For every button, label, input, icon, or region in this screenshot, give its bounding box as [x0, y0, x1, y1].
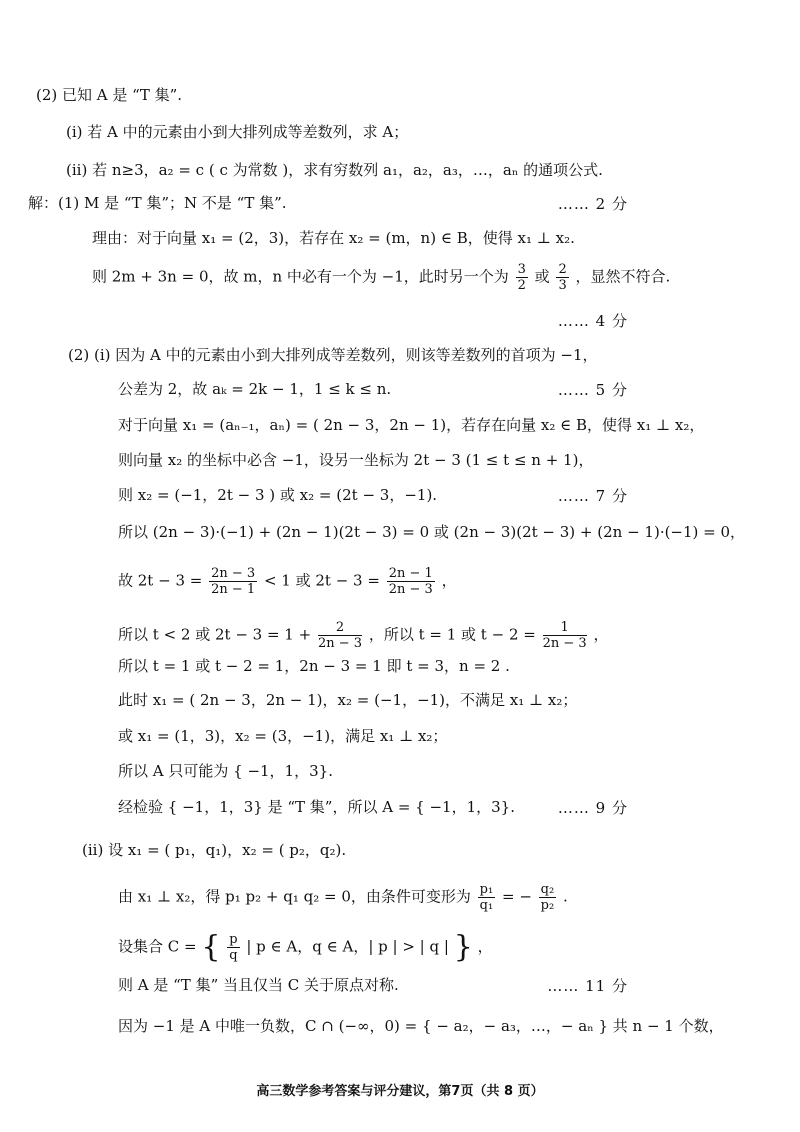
- reason-text-b: 或: [534, 267, 550, 286]
- fraction-3-2: [516, 262, 528, 293]
- negative-number-line: 因为 −1 是 A 中唯一负数，C ∩ (−∞，0) = { − a₂，− a₃，…，− aₙ } 共 n − 1 个数，: [118, 1017, 724, 1035]
- perp-text-b: = −: [501, 887, 532, 906]
- fraction-p-q: [227, 932, 239, 963]
- vector-line: 对于向量 x₁ = (aₙ₋₁，aₙ) = ( 2n − 3，2n − 1)，若存在向量 x₂ ∈ B，使得 x₁ ⊥ x₂，: [118, 416, 705, 434]
- reason-conclusion: [92, 262, 670, 293]
- fraction-denominator: q: [229, 948, 238, 963]
- reason-text-c: ，显然不符合.: [575, 267, 671, 286]
- fraction-numerator: 2: [558, 262, 567, 277]
- t-text-c: ，: [593, 625, 609, 644]
- t-condition-line: [118, 620, 608, 651]
- fraction-t-1: [318, 620, 362, 651]
- set-text-a: 设集合 C =: [118, 937, 197, 956]
- fraction-denominator: 2n − 3: [388, 582, 433, 597]
- reason-line: 理由：对于向量 x₁ = (2，3)，若存在 x₂ = (m，n) ∈ B，使得 x₁ ⊥ x₂.: [92, 229, 575, 247]
- set-text-b: | p ∈ A，q ∈ A，| p | > | q |: [246, 937, 449, 956]
- left-brace: {: [201, 929, 221, 965]
- fraction-t-2: [543, 620, 587, 651]
- score-4: …… 4 分: [557, 312, 628, 330]
- eq-text-b: < 1 或 2t − 3 =: [263, 571, 380, 590]
- score-7: …… 7 分: [557, 487, 628, 505]
- solution-part-2-i: (2) (i) 因为 A 中的元素由小到大排列成等差数列，则该等差数列的首项为 −1，: [68, 346, 598, 364]
- fraction-denominator: 2n − 3: [317, 636, 363, 651]
- fraction-equation-line: [118, 566, 457, 597]
- reason-text-a: 则 2m + 3n = 0，故 m，n 中必有一个为 −1，此时另一个为: [92, 267, 509, 286]
- solution-part-2-ii: (ii) 设 x₁ = ( p₁，q₁)，x₂ = ( p₂，q₂).: [82, 841, 347, 859]
- fraction-numerator: 2n − 1: [388, 566, 433, 581]
- fraction-numerator: q₂: [540, 882, 555, 897]
- fraction-numerator: 3: [517, 262, 526, 277]
- possible-a-line: 所以 A 只可能为 { −1，1，3}.: [118, 762, 333, 780]
- perpendicular-line: [118, 882, 568, 913]
- symmetry-condition: 则 A 是 “T 集” 当且仅当 C 关于原点对称.: [118, 976, 399, 994]
- fraction-numerator: 1: [543, 620, 587, 636]
- common-difference-line: 公差为 2，故 aₖ = 2k − 1，1 ≤ k ≤ n.: [118, 380, 392, 398]
- fraction-numerator: 2n − 3: [211, 566, 256, 581]
- fraction-denominator: p₂: [540, 898, 555, 913]
- fraction-eq-2: [387, 566, 435, 597]
- t-text-a: 所以 t < 2 或 2t − 3 = 1 +: [118, 625, 312, 644]
- check-line-1: 此时 x₁ = ( 2n − 3，2n − 1)，x₂ = (−1，−1)，不满足 x₁ ⊥ x₂；: [118, 691, 578, 709]
- fraction-numerator: 2: [318, 620, 362, 636]
- fraction-2-3: [556, 262, 568, 293]
- score-9: …… 9 分: [557, 799, 628, 817]
- fraction-denominator: q₁: [479, 898, 494, 913]
- question-part-2-i: (i) 若 A 中的元素由小到大排列成等差数列，求 A；: [66, 123, 409, 141]
- perp-text-a: 由 x₁ ⊥ x₂，得 p₁ p₂ + q₁ q₂ = 0，由条件可变形为: [118, 887, 471, 906]
- fraction-p1-q1: [478, 882, 496, 913]
- right-brace: }: [453, 929, 473, 965]
- perp-text-c: .: [563, 887, 568, 906]
- score-11: …… 11 分: [547, 977, 628, 995]
- question-part-2: (2) 已知 A 是 “T 集”.: [36, 86, 183, 104]
- fraction-denominator: 3: [558, 278, 567, 293]
- fraction-numerator: p: [229, 932, 238, 947]
- fraction-denominator: 2: [517, 278, 526, 293]
- equation-line: 所以 (2n − 3)·(−1) + (2n − 1)(2t − 3) = 0 或 (2n − 3)(2t − 3) + (2n − 1)·(−1) = 0，: [118, 523, 746, 541]
- verification-line: 经检验 { −1，1，3} 是 “T 集”，所以 A = { −1，1，3}.: [118, 798, 515, 816]
- x2-options-line: 则 x₂ = (−1，2t − 3 ) 或 x₂ = (2t − 3，−1).: [118, 486, 438, 504]
- fraction-denominator: 2n − 3: [542, 636, 587, 651]
- fraction-eq-1: [209, 566, 257, 597]
- question-part-2-ii: (ii) 若 n≥3，a₂ = c ( c 为常数 )，求有穷数列 a₁，a₂，a₃，…，aₙ 的通项公式.: [66, 161, 603, 179]
- page-footer: 高三数学参考答案与评分建议，第7页（共 8 页）: [256, 1084, 544, 1099]
- check-line-2: 或 x₁ = (1，3)，x₂ = (3，−1)，满足 x₁ ⊥ x₂；: [118, 727, 448, 745]
- solution-part-1: 解：(1) M 是 “T 集”；N 不是 “T 集”.: [28, 194, 287, 212]
- score-2: …… 2 分: [557, 195, 628, 213]
- t-solution-line: 所以 t = 1 或 t − 2 = 1，2n − 3 = 1 即 t = 3，n = 2 .: [118, 657, 510, 675]
- fraction-numerator: p₁: [479, 882, 494, 897]
- coordinate-line: 则向量 x₂ 的坐标中必含 −1，设另一坐标为 2t − 3 (1 ≤ t ≤ n + 1)，: [118, 451, 594, 469]
- eq-text-a: 故 2t − 3 =: [118, 571, 203, 590]
- eq-text-c: ，: [441, 571, 457, 590]
- set-text-c: ，: [477, 937, 493, 956]
- fraction-q2-p2: [539, 882, 557, 913]
- t-text-b: ，所以 t = 1 或 t − 2 =: [368, 625, 536, 644]
- score-5: …… 5 分: [557, 381, 628, 399]
- fraction-denominator: 2n − 1: [211, 582, 256, 597]
- set-c-definition: [118, 929, 493, 965]
